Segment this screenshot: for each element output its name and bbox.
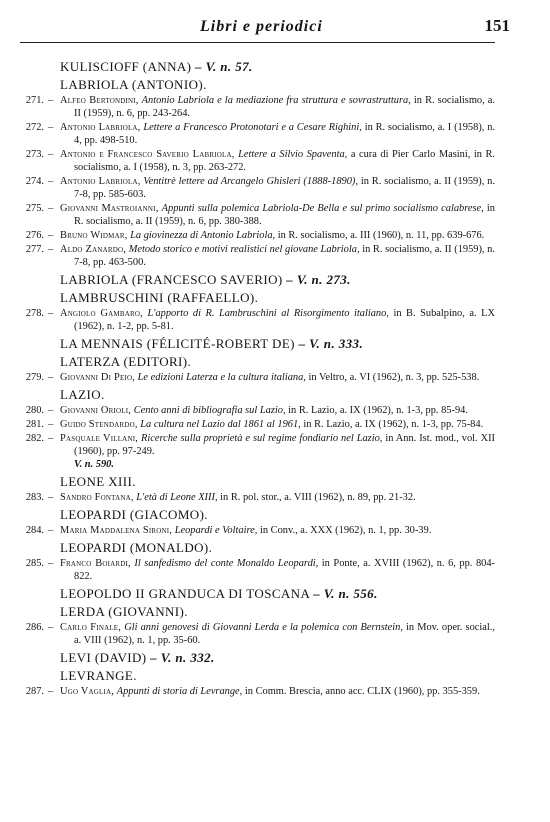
subject-heading [60,336,495,351]
subject-heading [60,650,495,665]
entry-number: 286. [25,622,44,633]
entry-dash: – [48,95,54,106]
subject-heading-text: LEOPARDI (GIACOMO). [60,507,208,522]
entry-number: 278. [25,308,44,319]
bibliography-entry [20,243,495,269]
entry-dash: – [48,558,54,569]
subject-heading [60,59,495,74]
entry-number: 284. [25,525,44,536]
entry-dash: – [48,244,54,255]
entry-dash: – [48,149,54,160]
entry-source: in Ann. Ist. mod., vol. XII (1960), pp. 97-249. [74,433,495,457]
entry-source: in R. pol. stor., a. VIII (1962), n. 89, pp. 21-32. [220,492,416,503]
entry-title: L'età di Leone XIII, [136,492,218,503]
bibliography-entry [20,202,495,228]
entry-dash: – [48,686,54,697]
entry-title: Gli anni genovesi di Giovanni Lerda e la polemica con Bernstein, [124,622,403,633]
entry-dash: – [48,433,54,444]
cross-reference: – V. n. 333. [298,336,364,351]
bibliography-entry [20,404,495,417]
bibliography-entry [20,432,495,471]
entry-dash: – [48,230,54,241]
entry-source: in R. socialismo, a. III (1960), n. 11, pp. 639-676. [277,230,485,241]
entry-author: Angiolo Gambaro, [60,308,143,319]
entry-author: Aldo Zanardo, [60,244,127,255]
cross-reference: – V. n. 332. [150,650,215,665]
subject-heading [60,77,495,92]
entry-number: 285. [25,558,44,569]
subject-heading [60,387,495,402]
subject-heading-text: LATERZA (EDITORI). [60,354,192,369]
subject-heading-text: LAMBRUSCHINI (RAFFAELLO). [60,290,259,305]
entry-title: Cento anni di bibliografia sul Lazio, [133,405,286,416]
entry-source: in R. Lazio, a. IX (1962), n. 1-3, pp. 75-84. [303,419,484,430]
entry-source: in Ponte, a. XVIII (1962), n. 6, pp. 804-822. [74,558,495,582]
subject-heading-text: LEOPOLDO II GRANDUCA DI TOSCANA [60,586,310,601]
bibliography-entry [20,175,495,201]
entry-author: Antonio Labriola, [60,176,141,187]
entry-title: Appunti di storia di Levrange, [116,686,243,697]
subject-heading [60,586,495,601]
entry-title: Le edizioni Laterza e la cultura italiana, [137,372,306,383]
entry-number: 274. [25,176,44,187]
entry-title: L'apporto di R. Lambruschini al Risorgimento italiano, [147,308,389,319]
subject-heading-text: LERDA (GIOVANNI). [60,604,188,619]
entry-title: La cultura nel Lazio dal 1861 al 1961, [140,419,301,430]
entry-title: Antonio Labriola e la mediazione fra struttura e sovrastruttura, [141,95,411,106]
entry-author: Pasquale Villani, [60,433,139,444]
entry-author: Guido Stendardo, [60,419,138,430]
subject-heading-text: LEOPARDI (MONALDO). [60,540,213,555]
entry-number: 275. [25,203,44,214]
entry-number: 276. [25,230,44,241]
entry-number: 277. [25,244,44,255]
entry-title: Metodo storico e motivi realistici nel giovane Labriola, [128,244,360,255]
entry-number: 280. [25,405,44,416]
cross-reference: – V. n. 273. [286,272,351,287]
entry-cross-reference: V. n. 590. [74,459,114,470]
entry-dash: – [48,419,54,430]
subject-heading-text: LA MENNAIS (FÉLICITÉ-ROBERT DE) [60,336,295,351]
entry-author: Carlo Finale, [60,622,122,633]
entry-source: in R. socialismo, a. II (1959), n. 6, pp. 380-388. [74,203,495,227]
entry-dash: – [48,176,54,187]
subject-heading [60,474,495,489]
entry-title: Il sanfedismo del conte Monaldo Leopardi, [134,558,319,569]
entry-author: Bruno Widmar, [60,230,128,241]
entry-author: Franco Boiardi, [60,558,131,569]
running-title: Libri e periodici [200,18,323,35]
page-number: 151 [484,16,510,35]
bibliography-entry [20,685,495,698]
entry-author: Giovanni Di Peio, [60,372,136,383]
entry-dash: – [48,492,54,503]
entry-source: in Conv., a. XXX (1962), n. 1, pp. 30-39. [259,525,432,536]
entry-dash: – [48,525,54,536]
cross-reference: – V. n. 556. [313,586,378,601]
subject-heading-text: LAZIO. [60,387,105,402]
entry-author: Alfeo Bertondini, [60,95,139,106]
subject-heading-text: LEVRANGE. [60,668,137,683]
entry-title: Appunti sulla polemica Labriola-De Bella e sul primo socialismo calabrese, [161,203,484,214]
entry-number: 287. [25,686,44,697]
entry-author: Maria Maddalena Sironi, [60,525,173,536]
bibliography-entry [20,371,495,384]
bibliography-entry [20,557,495,583]
subject-heading [60,354,495,369]
subject-heading [60,272,495,287]
entry-dash: – [48,622,54,633]
entry-number: 273. [25,149,44,160]
entry-source: a cura di Pier Carlo Masini, in R. socialismo, a. I (1958), n. 3, pp. 263-272. [74,149,496,173]
entry-dash: – [48,203,54,214]
subject-heading [60,668,495,683]
subject-heading-text: LEONE XIII. [60,474,136,489]
entry-number: 279. [25,372,44,383]
entry-title: Lettere a Francesco Protonotari e a Cesare Righini, [143,122,362,133]
header-rule [20,42,495,43]
subject-heading [60,540,495,555]
bibliography-entry [20,307,495,333]
entry-author: Antonio Labriola, [60,122,141,133]
subject-heading-text: LABRIOLA (FRANCESCO SAVERIO) [60,272,283,287]
entry-author: Ugo Vaglia, [60,686,115,697]
bibliography-entry [20,229,495,242]
bibliography-entry [20,621,495,647]
entry-number: 281. [25,419,44,430]
entry-dash: – [48,405,54,416]
entry-source: in R. socialismo, a. II (1959), n. 6, pp. 243-264. [74,95,496,119]
entry-author: Sandro Fontana, [60,492,134,503]
subject-heading-text: LEVI (DAVID) [60,650,147,665]
subject-heading [60,604,495,619]
entry-source: in B. Subalpino, a. LX (1962), n. 1-2, pp. 5-81. [74,308,495,332]
entry-source: in R. socialismo, a. I (1958), n. 4, pp. 498-510. [74,122,495,146]
page-header [0,0,550,46]
entry-number: 283. [25,492,44,503]
bibliography-entry [20,121,495,147]
entry-title: Lettere a Silvio Spaventa, [238,149,348,160]
subject-heading [60,507,495,522]
entry-number: 272. [25,122,44,133]
bibliography-entry [20,418,495,431]
bibliography-entry [20,524,495,537]
entry-title: Ventitrè lettere ad Arcangelo Ghisleri (1888-1890), [143,176,358,187]
entry-title: Leopardi e Voltaire, [174,525,258,536]
entry-source: in Comm. Brescia, anno acc. CLIX (1960), pp. 355-359. [244,686,480,697]
entry-author: Antonio e Francesco Saverio Labriola, [60,149,235,160]
entry-source: in R. Lazio, a. IX (1962), n. 1-3, pp. 85-94. [288,405,468,416]
cross-reference: – V. n. 57. [195,59,253,74]
entry-source: in Mov. oper. social., a. VIII (1962), n. 1, pp. 35-60. [74,622,495,646]
entry-source: in R. socialismo, a. II (1959), n. 7-8, pp. 585-603. [74,176,495,200]
entry-dash: – [48,308,54,319]
entry-title: Ricerche sulla proprietà e sul regime fondiario nel Lazio, [140,433,383,444]
bibliography-list [20,56,495,699]
entry-number: 271. [25,95,44,106]
bibliography-entry [20,94,495,120]
entry-author: Giovanni Mastroianni, [60,203,159,214]
entry-author: Giovanni Orioli, [60,405,132,416]
entry-dash: – [48,372,54,383]
entry-dash: – [48,122,54,133]
subject-heading-text: KULISCIOFF (ANNA) [60,59,192,74]
bibliography-entry [20,491,495,504]
entry-source: in Veltro, a. VI (1962), n. 3, pp. 525-538. [308,372,480,383]
entry-number: 282. [25,433,44,444]
entry-title: La giovinezza di Antonio Labriola, [130,230,276,241]
entry-source: in R. socialismo, a. II (1959), n. 7-8, pp. 463-500. [74,244,495,268]
subject-heading-text: LABRIOLA (ANTONIO). [60,77,207,92]
bibliography-entry [20,148,495,174]
subject-heading [60,290,495,305]
